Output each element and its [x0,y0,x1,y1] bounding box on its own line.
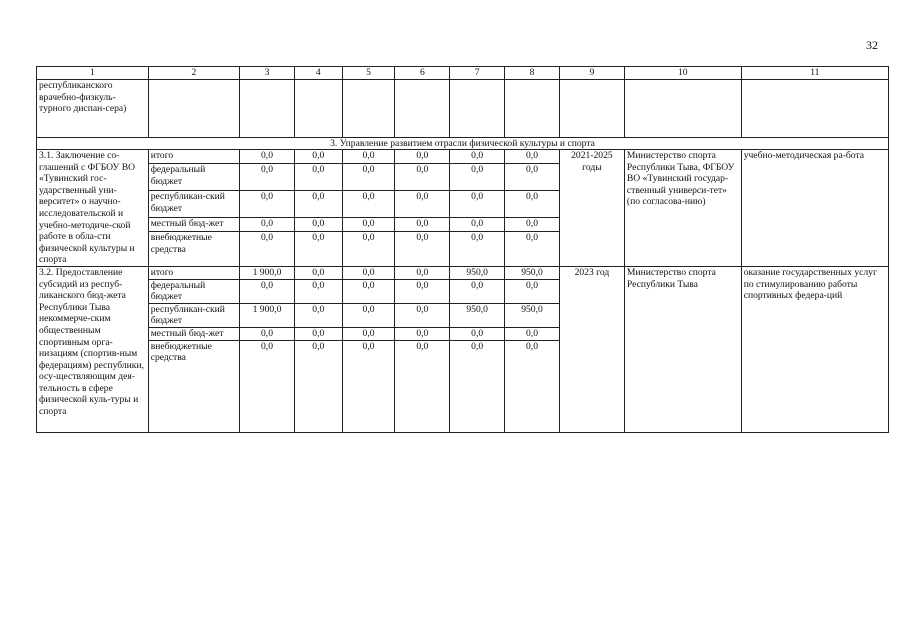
value-cell: 0,0 [450,279,505,303]
value-cell: 0,0 [505,190,560,217]
value-cell: 0,0 [240,340,295,432]
period-cell: 2023 год [559,266,624,432]
continuation-row [37,80,889,138]
value-cell: 0,0 [294,279,342,303]
program-table [36,66,889,433]
value-cell: 0,0 [294,303,342,327]
header-cell: 6 [395,67,450,80]
value-cell: 0,0 [450,217,505,231]
table-row [37,266,889,279]
value-cell: 0,0 [342,279,395,303]
funding-source: внебюджетные средства [148,340,239,432]
section-row [37,138,889,150]
value-cell: 0,0 [294,190,342,217]
result-cell: учебно-методическая ра-бота [741,150,888,267]
value-cell: 0,0 [395,266,450,279]
funding-source: федеральный бюджет [148,164,239,191]
funding-source: республикан-ский бюджет [148,303,239,327]
event-name-cell: 3.2. Предоставление субсидий из респуб-ликанского бюд-жета Республики Тыва некоммерче-ским общественным спортивным орга-низациям (спортив-ным федерациям) республики, осу-ществляющим дея-тельность в сфере физической куль-туры и спорта [37,266,149,432]
value-cell: 0,0 [240,327,295,340]
header-cell: 10 [624,67,741,80]
value-cell: 950,0 [450,266,505,279]
executor-cell: Министерство спорта Республики Тыва, ФГБОУ ВО «Тувинский государ-ственный универси-тет» (по согласова-нию) [624,150,741,267]
event-name-cell: 3.1. Заключение со-глашений с ФГБОУ ВО «Тувинский гос-ударственный уни-верситет» о научно-исследовательской и учебно-методиче-ской работе в обла-сти физической культуры и спорта [37,150,149,267]
value-cell: 0,0 [342,190,395,217]
funding-source: итого [148,266,239,279]
header-cell: 11 [741,67,888,80]
value-cell: 0,0 [240,279,295,303]
value-cell: 0,0 [395,217,450,231]
value-cell: 0,0 [395,164,450,191]
value-cell: 0,0 [505,231,560,266]
value-cell: 0,0 [294,231,342,266]
value-cell: 950,0 [450,303,505,327]
value-cell: 0,0 [395,190,450,217]
value-cell: 0,0 [395,340,450,432]
value-cell: 0,0 [450,231,505,266]
value-cell: 0,0 [342,217,395,231]
period-cell: 2021-2025 годы [559,150,624,267]
header-cell: 8 [505,67,560,80]
table-row [37,150,889,164]
header-cell: 9 [559,67,624,80]
value-cell: 950,0 [505,266,560,279]
value-cell: 0,0 [342,266,395,279]
event-name-cell: республиканского врачебно-физкуль-турного диспан-сера) [37,80,149,138]
value-cell: 0,0 [240,190,295,217]
funding-source: местный бюд-жет [148,327,239,340]
value-cell: 0,0 [505,150,560,164]
value-cell: 950,0 [505,303,560,327]
empty-cell [240,80,295,138]
empty-cell [395,80,450,138]
value-cell: 0,0 [450,164,505,191]
header-cell: 3 [240,67,295,80]
executor-cell: Министерство спорта Республики Тыва [624,266,741,432]
empty-cell [559,80,624,138]
funding-source: местный бюд-жет [148,217,239,231]
value-cell: 0,0 [395,150,450,164]
value-cell: 0,0 [395,303,450,327]
value-cell: 0,0 [450,327,505,340]
value-cell: 0,0 [450,190,505,217]
header-cell: 1 [37,67,149,80]
value-cell: 0,0 [294,217,342,231]
section-title: 3. Управление развитием отрасли физической культуры и спорта [37,138,889,150]
funding-source: внебюджетные средства [148,231,239,266]
value-cell: 0,0 [505,279,560,303]
header-cell: 7 [450,67,505,80]
value-cell: 0,0 [450,150,505,164]
value-cell: 1 900,0 [240,266,295,279]
value-cell: 0,0 [395,327,450,340]
value-cell: 0,0 [294,164,342,191]
value-cell: 0,0 [395,279,450,303]
page-number: 32 [866,38,878,52]
header-row [37,67,889,80]
value-cell: 0,0 [450,340,505,432]
header-cell: 2 [148,67,239,80]
value-cell: 0,0 [342,303,395,327]
value-cell: 0,0 [505,217,560,231]
empty-cell [294,80,342,138]
value-cell: 0,0 [294,150,342,164]
value-cell: 0,0 [342,327,395,340]
empty-cell [450,80,505,138]
funding-source: итого [148,150,239,164]
value-cell: 0,0 [342,164,395,191]
funding-source: федеральный бюджет [148,279,239,303]
value-cell: 0,0 [342,340,395,432]
value-cell: 0,0 [240,164,295,191]
value-cell: 0,0 [505,164,560,191]
value-cell: 0,0 [240,231,295,266]
empty-cell [505,80,560,138]
funding-source: республикан-ский бюджет [148,190,239,217]
value-cell: 0,0 [342,231,395,266]
value-cell: 0,0 [395,231,450,266]
result-cell: оказание государственных услуг по стимулированию работы спортивных федера-ций [741,266,888,432]
empty-cell [342,80,395,138]
value-cell: 1 900,0 [240,303,295,327]
empty-cell [741,80,888,138]
value-cell: 0,0 [342,150,395,164]
header-cell: 4 [294,67,342,80]
value-cell: 0,0 [505,327,560,340]
header-cell: 5 [342,67,395,80]
empty-cell [624,80,741,138]
value-cell: 0,0 [294,327,342,340]
value-cell: 0,0 [240,150,295,164]
empty-cell [148,80,239,138]
value-cell: 0,0 [294,340,342,432]
value-cell: 0,0 [505,340,560,432]
value-cell: 0,0 [294,266,342,279]
value-cell: 0,0 [240,217,295,231]
